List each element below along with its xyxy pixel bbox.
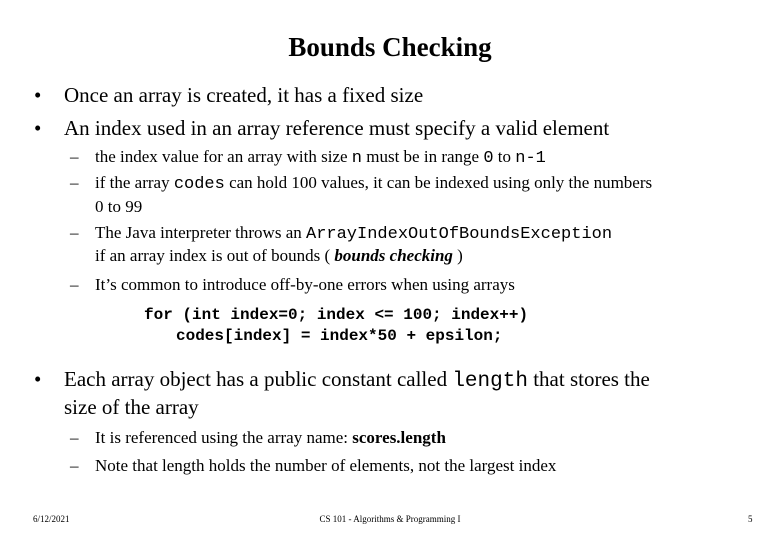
bounds-checking-term: bounds checking <box>334 246 453 265</box>
text: Each array object has a public constant called <box>64 367 453 391</box>
code-line-1: for (int index=0; index <= 100; index++) <box>144 306 529 324</box>
bullet-item-length-cont: size of the array <box>64 395 199 419</box>
code-zero: 0 <box>483 149 494 168</box>
sub-bullet-codes <box>70 173 653 194</box>
bullet-text: Once an array is created, it has a fixed size <box>64 83 424 107</box>
dash-icon: – <box>70 173 79 192</box>
bullet-icon: • <box>34 116 42 140</box>
code-line-2: codes[index] = index*50 + epsilon; <box>176 327 503 345</box>
text: It’s common to introduce off-by-one errors when using arrays <box>95 275 515 294</box>
scores-length-term: scores.length <box>352 428 446 447</box>
footer-page-number: 5 <box>748 514 753 524</box>
sub-bullet-scores-length <box>70 428 446 448</box>
text: The Java interpreter throws an <box>95 223 306 242</box>
code-n-minus-1: n-1 <box>515 149 546 168</box>
dash-icon: – <box>70 223 79 242</box>
sub-bullet-length-note <box>70 456 557 476</box>
sub-bullet-codes-cont: 0 to 99 <box>95 197 143 216</box>
text: if the array <box>95 173 174 192</box>
slide-title: Bounds Checking <box>288 32 492 62</box>
sub-bullet-off-by-one <box>70 275 515 295</box>
footer-date: 6/12/2021 <box>33 514 70 524</box>
text: Note that length holds the number of elements, not the largest index <box>95 456 557 475</box>
bullet-icon: • <box>34 83 42 107</box>
bullet-item-length <box>34 367 650 393</box>
dash-icon: – <box>70 456 79 475</box>
text: if an array index is out of bounds ( <box>95 246 335 265</box>
sub-bullet-range <box>70 147 546 168</box>
bullet-icon: • <box>34 367 42 391</box>
dash-icon: – <box>70 428 79 447</box>
bullet-item <box>34 116 610 141</box>
code-n: n <box>351 149 362 168</box>
sub-bullet-exception-cont <box>95 246 463 266</box>
dash-icon: – <box>70 275 79 294</box>
text: can hold 100 values, it can be indexed using only the numbers <box>224 173 653 192</box>
text: to <box>493 147 516 166</box>
text: must be in range <box>362 147 484 166</box>
sub-bullet-exception <box>70 223 613 244</box>
text: the index value for an array with size <box>95 147 352 166</box>
code-codes: codes <box>173 175 225 194</box>
text: It is referenced using the array name: <box>95 428 353 447</box>
bullet-item <box>34 83 424 108</box>
text: ) <box>452 246 463 265</box>
bullet-text: An index used in an array reference must specify a valid element <box>64 116 610 140</box>
code-exception: ArrayIndexOutOfBoundsException <box>306 225 613 244</box>
footer-course: CS 101 - Algorithms & Programming I <box>319 514 461 524</box>
code-length: length <box>452 370 528 393</box>
text: that stores the <box>527 367 650 391</box>
dash-icon: – <box>70 147 79 166</box>
